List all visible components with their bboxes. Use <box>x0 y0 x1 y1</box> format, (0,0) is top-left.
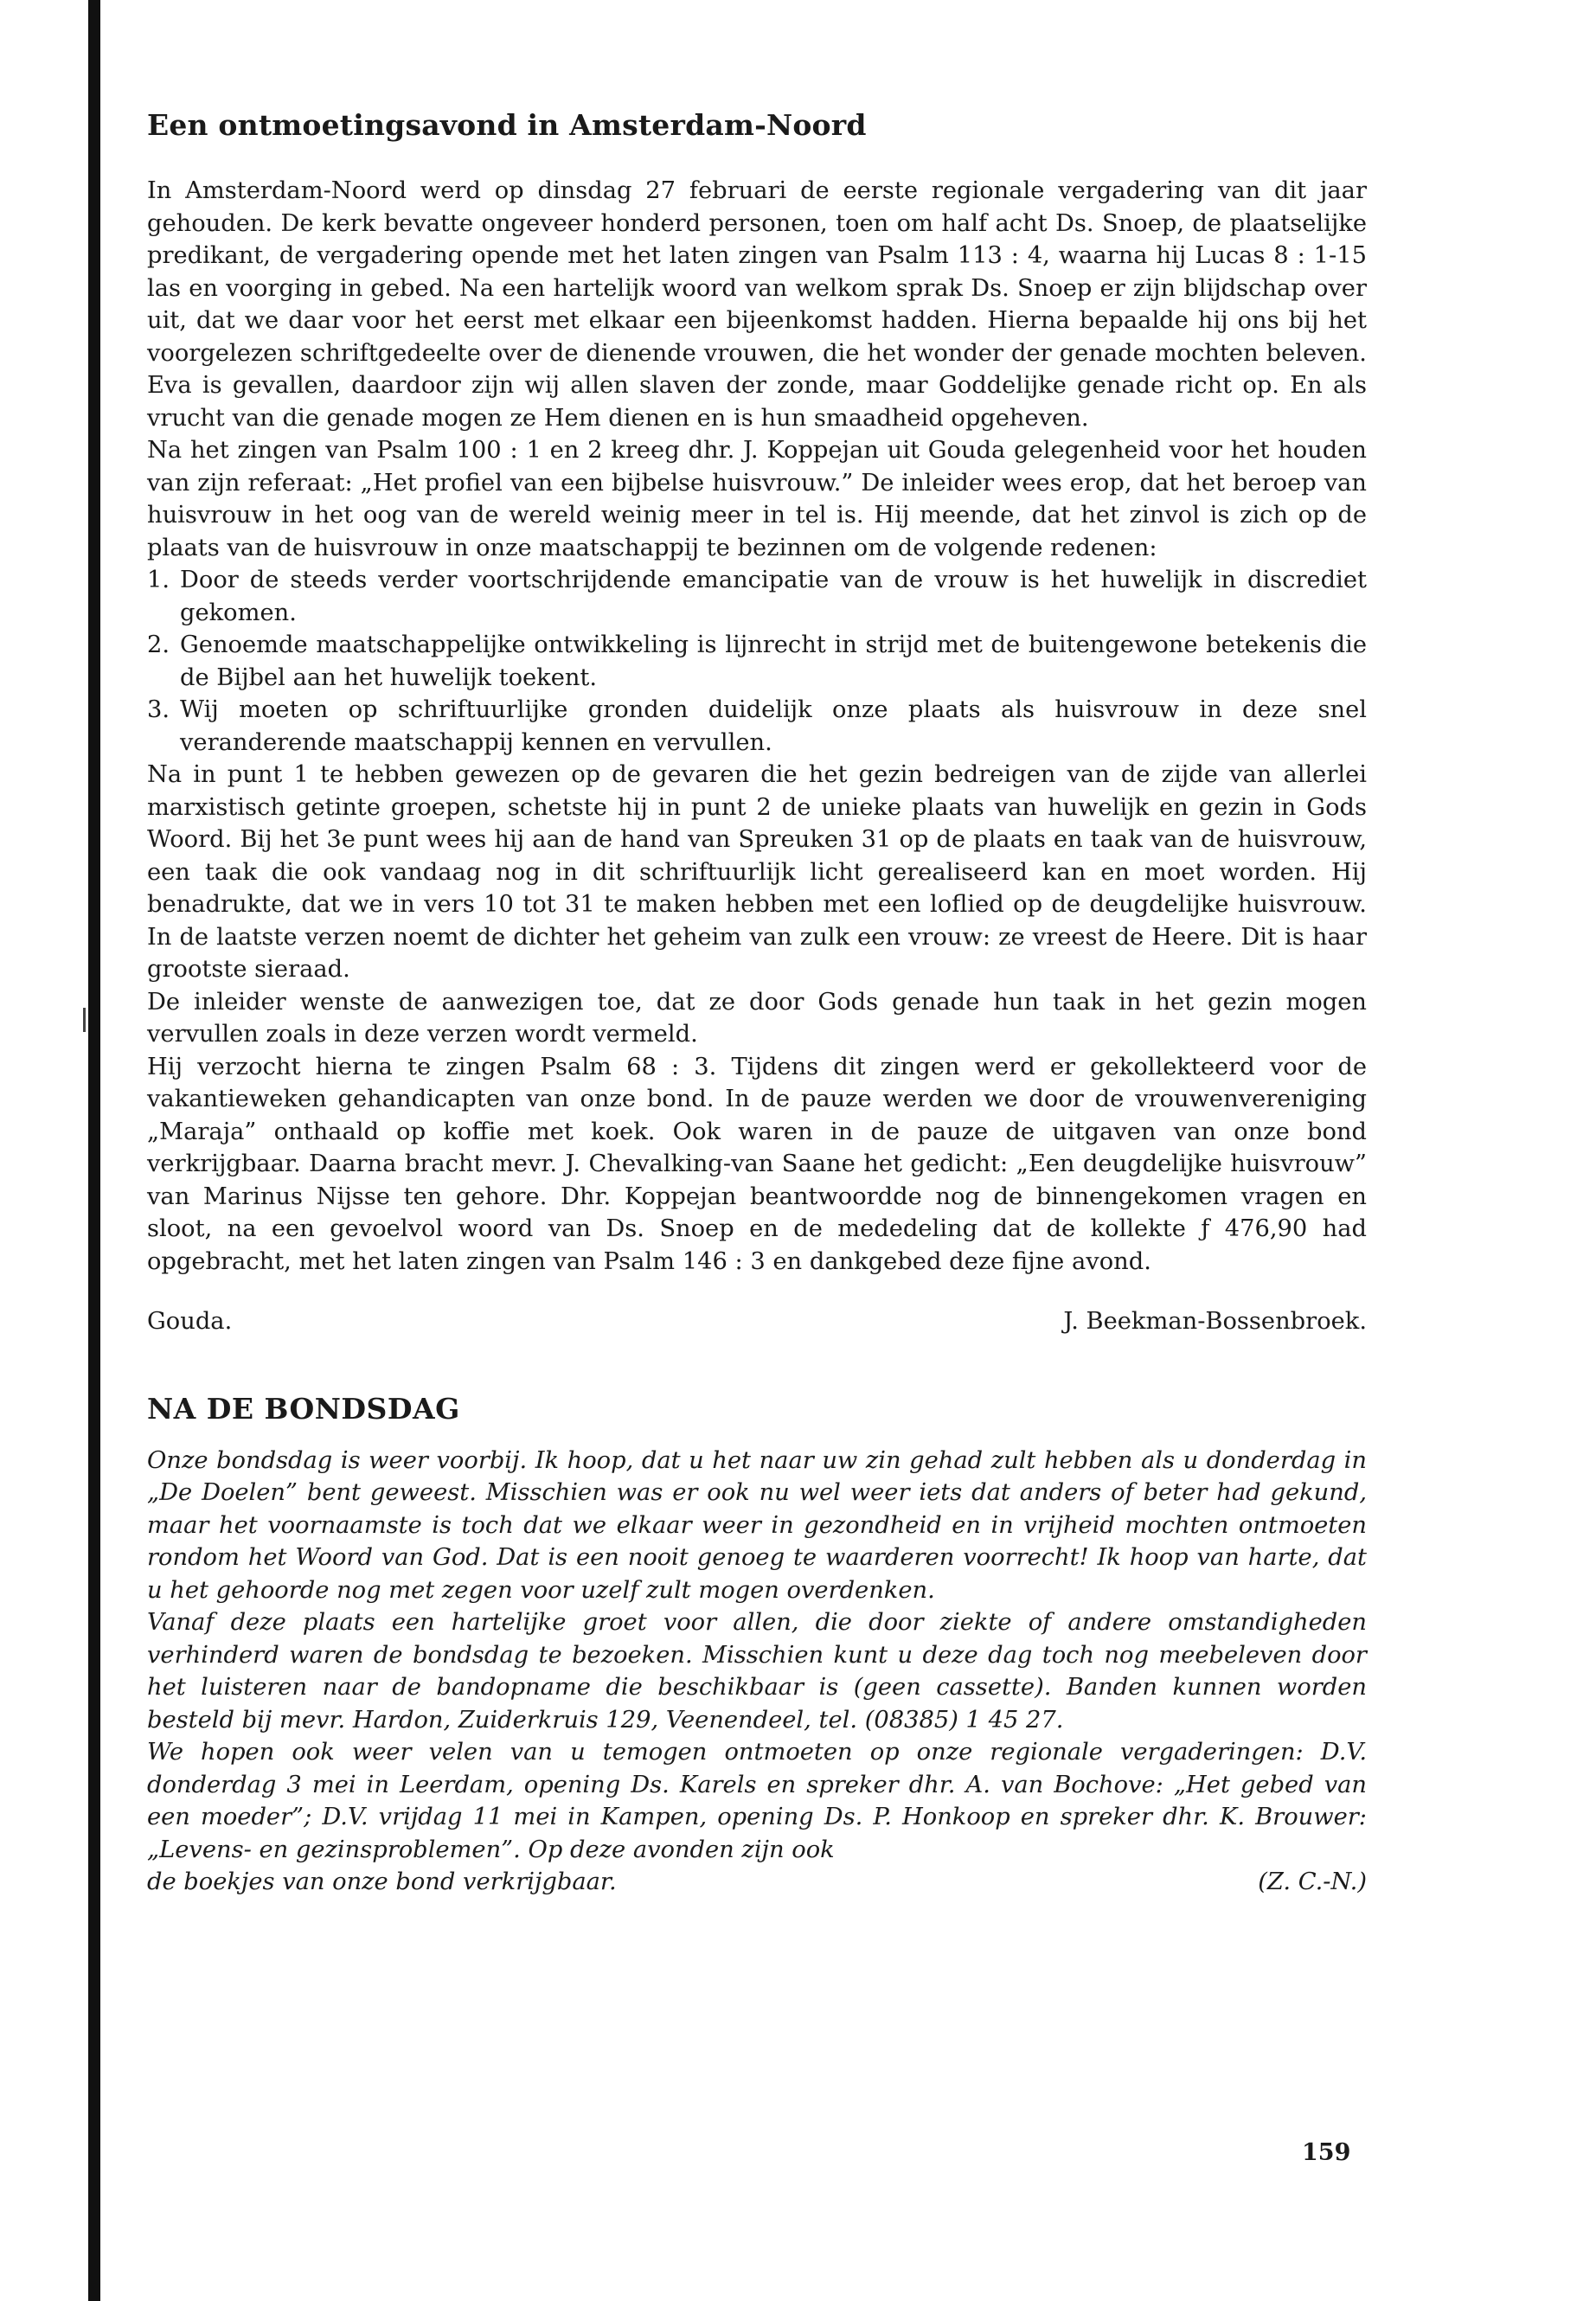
bondsdag-paragraph: We hopen ook weer velen van u temogen ontmoeten op onze regionale vergaderingen: D.V. donderdag 3 mei in Leerdam, opening Ds. Karels en spreker dhr. A. van Bochove: „Het gebed van een moeder”; D.V. vrijdag 11 mei in Kampen, opening Ds. P. Honkoop en spreker dhr. K. Brouwer: „Levens- en gezinsproblemen”. Op deze avonden zijn ook <box>147 1739 1367 1863</box>
page-number: 159 <box>1302 2139 1351 2166</box>
list-item <box>147 564 1367 629</box>
reasons-list <box>147 564 1367 759</box>
list-item <box>147 694 1367 759</box>
scan-edge <box>88 0 100 2301</box>
article-author: J. Beekman-Bossenbroek. <box>1063 1308 1367 1335</box>
article-paragraph: Na in punt 1 te hebben gewezen op de gevaren die het gezin bedreigen van de zijde van allerlei marxistisch getinte groepen, schetste hij in punt 2 de unieke plaats van huwelijk en gezin in Gods Woord. Bij het 3e punt wees hij aan de hand van Spreuken 31 op de plaats en taak van de huisvrouw, een taak die ook vandaag nog in dit schriftuurlijk licht gerealiseerd kan en moet worden. Hij benadrukte, dat we in vers 10 tot 31 te maken hebben met een loflied op de deugdelijke huisvrouw. In de laatste verzen noemt de dichter het geheim van zulk een vrouw: ze vreest de Heere. Dit is haar grootste sieraad. <box>147 761 1367 983</box>
page <box>147 108 1367 1899</box>
article-bondsdag <box>147 1392 1367 1899</box>
bondsdag-paragraph: Onze bondsdag is weer voorbij. Ik hoop, dat u het naar uw zin gehad zult hebben als u donderdag in „De Doelen” bent geweest. Misschien was er ook nu wel weer iets dat anders of beter had gekund, maar het voornaamste is toch dat we elkaar weer in gezondheid en in vrijheid mochten ontmoeten rondom het Woord van God. Dat is een nooit genoeg te waarderen voorrecht! Ik hoop van harte, dat u het gehoorde nog met zegen voor uzelf zult mogen overdenken. <box>147 1446 1367 1604</box>
article-paragraph: In Amsterdam-Noord werd op dinsdag 27 februari de eerste regionale vergadering van dit jaar gehouden. De kerk bevatte ongeveer honderd personen, toen om half acht Ds. Snoep, de plaatselijke predikant, de vergadering opende met het laten zingen van Psalm 113 : 4, waarna hij Lucas 8 : 1-15 las en voorging in gebed. Na een hartelijk woord van welkom sprak Ds. Snoep er zijn blijdschap over uit, dat we daar voor het eerst met elkaar een bijeenkomst hadden. Hierna bepaalde hij ons bij het voorgelezen schriftgedeelte over de dienende vrouwen, die het wonder der genade mochten beleven. Eva is gevallen, daardoor zijn wij allen slaven der zonde, maar Goddelijke genade richt op. En als vrucht van die genade mogen ze Hem dienen en is hun smaadheid opgeheven. <box>147 177 1367 432</box>
article-ontmoetingsavond <box>147 108 1367 1338</box>
article-place: Gouda. <box>147 1308 233 1335</box>
article-paragraph: De inleider wenste de aanwezigen toe, dat ze door Gods genade hun taak in het gezin mogen vervullen zoals in deze verzen wordt vermeld. <box>147 988 1367 1048</box>
article-paragraph: Hij verzocht hierna te zingen Psalm 68 : 3. Tijdens dit zingen werd er gekollekteerd voor de vakantieweken gehandicapten van onze bond. In de pauze werden we door de vrouwenvereniging „Maraja” onthaald op koffie met koek. Ook waren in de pauze de uitgaven van onze bond verkrijgbaar. Daarna bracht mevr. J. Chevalking-van Saane het gedicht: „Een deugdelijke huisvrouw” van Marinus Nijsse ten gehore. Dhr. Koppejan beantwoordde nog de binnengekomen vragen en sloot, na een gevoelvol woord van Ds. Snoep en de mededeling dat de kollekte ƒ 476,90 had opgebracht, met het laten zingen van Psalm 146 : 3 en dankgebed deze fijne avond. <box>147 1053 1367 1275</box>
list-item-number: 2. <box>147 631 170 658</box>
list-item-text: Wij moeten op schriftuurlijke gronden duidelijk onze plaats als huisvrouw in deze snel veranderende maatschappij kennen en vervullen. <box>180 696 1367 756</box>
scan-mark <box>83 1008 86 1032</box>
list-item-number: 1. <box>147 567 170 593</box>
article-paragraph: Na het zingen van Psalm 100 : 1 en 2 kreeg dhr. J. Koppejan uit Gouda gelegenheid voor het houden van zijn referaat: „Het profiel van een bijbelse huisvrouw.” De inleider wees erop, dat het beroep van huisvrouw in het oog van de wereld weinig meer in tel is. Hij meende, dat het zinvol is zich op de plaats van de huisvrouw in onze maatschappij te bezinnen om de volgende redenen: <box>147 437 1367 561</box>
bondsdag-closing-text: de boekjes van onze bond verkrijgbaar. <box>147 1868 617 1895</box>
list-item-number: 3. <box>147 696 170 723</box>
list-item-text: Door de steeds verder voortschrijdende emancipatie van de vrouw is het huwelijk in discrediet gekomen. <box>180 567 1367 626</box>
bondsdag-last-line <box>147 1866 1367 1899</box>
article-title: Een ontmoetingsavond in Amsterdam-Noord <box>147 108 867 142</box>
list-item <box>147 629 1367 694</box>
article-signature <box>147 1305 1367 1338</box>
bondsdag-signature: (Z. C.-N.) <box>1258 1868 1367 1895</box>
bondsdag-paragraph: Vanaf deze plaats een hartelijke groet voor allen, die door ziekte of andere omstandigheden verhinderd waren de bondsdag te bezoeken. Misschien kunt u deze dag toch nog meebeleven door het luisteren naar de bandopname die beschikbaar is (geen cassette). Banden kunnen worden besteld bij mevr. Hardon, Zuiderkruis 129, Veenendeel, tel. (08385) 1 45 27. <box>147 1609 1367 1734</box>
list-item-text: Genoemde maatschappelijke ontwikkeling is lijnrecht in strijd met de buitengewone betekenis die de Bijbel aan het huwelijk toekent. <box>180 631 1367 691</box>
bondsdag-title: NA DE BONDSDAG <box>147 1391 460 1426</box>
